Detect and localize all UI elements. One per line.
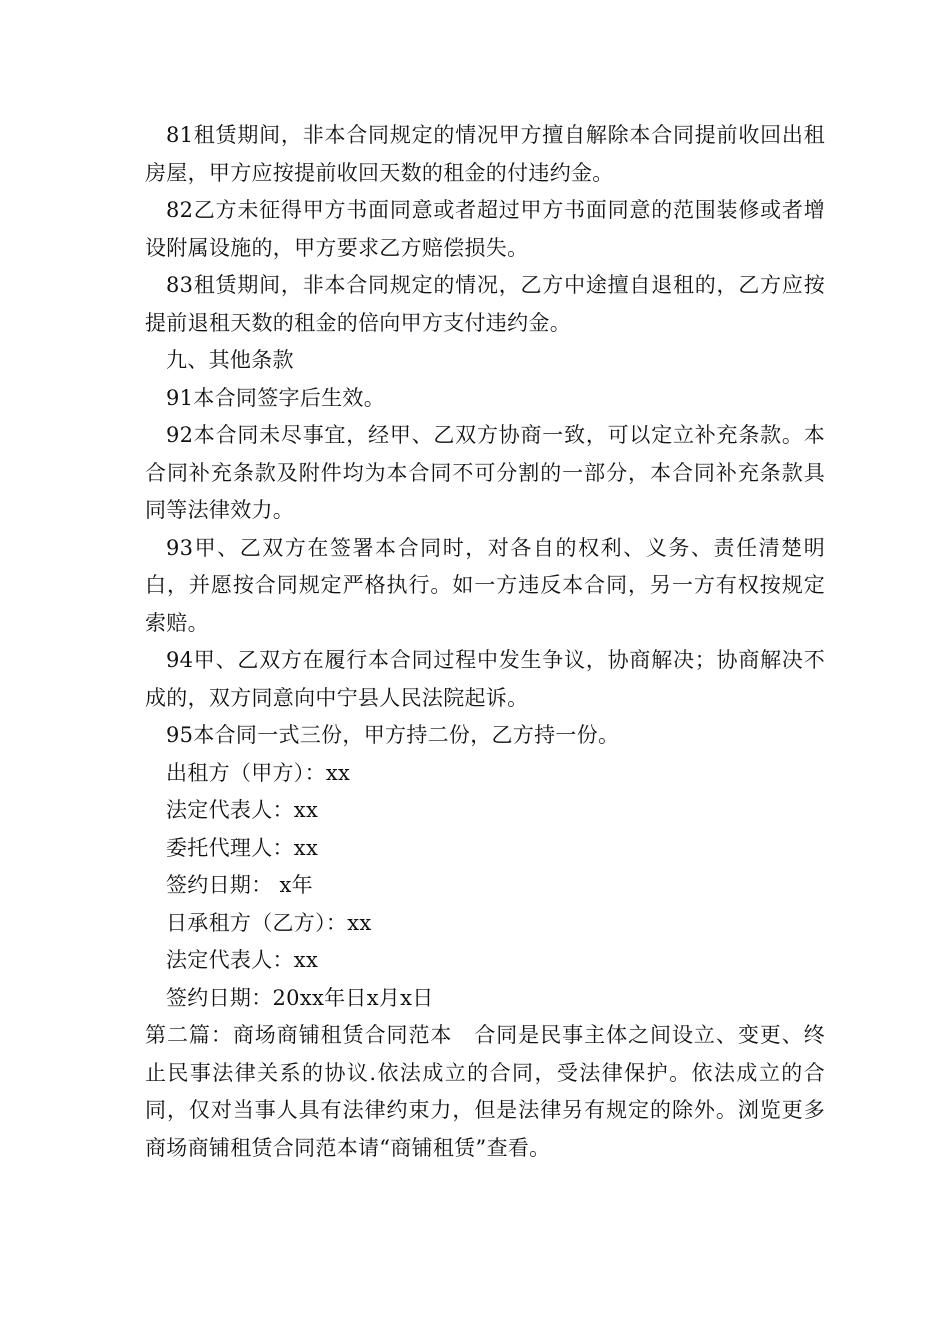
clause-93: 93甲、乙双方在签署本合同时，对各自的权利、义务、责任清楚明白，并愿按合同规定严格执行。如一方违反本合同，另一方有权按规定索赔。: [145, 535, 825, 635]
section-heading-other-terms: 九、其他条款: [166, 348, 294, 372]
lessor-legal-rep-line: 法定代表人：xx: [166, 798, 319, 822]
lessee-sign-date-line: 签约日期：20xx年日x月x日: [166, 985, 434, 1010]
clause-95: 95本合同一式三份，甲方持二份，乙方持一份。: [166, 723, 620, 747]
lessor-agent-line: 委托代理人：xx: [166, 835, 319, 860]
clause-92: 92本合同未尽事宜，经甲、乙双方协商一致，可以定立补充条款。本合同补充条款及附件均为本合同不可分割的一部分，本合同补充条款具同等法律效力。: [145, 423, 825, 522]
lessee-line: 日承租方（乙方）：xx: [166, 910, 372, 935]
clause-83: 83租赁期间，非本合同规定的情况，乙方中途擅自退租的，乙方应按提前退租天数的租金的倍向甲方支付违约金。: [145, 273, 825, 335]
second-article-paragraph: 第二篇：商场商铺租赁合同范本 合同是民事主体之间设立、变更、终止民事法律关系的协议.依法成立的合同，受法律保护。依法成立的合同，仅对当事人具有法律约束力，但是法律另有规定的除外。浏览更多商场商铺租赁合同范本请“商铺租赁”查看。: [145, 1023, 825, 1160]
clause-94: 94甲、乙双方在履行本合同过程中发生争议，协商解决；协商解决不成的，双方同意向中宁县人民法院起诉。: [145, 648, 825, 710]
document-body: [145, 117, 825, 1167]
clause-82: 82乙方未征得甲方书面同意或者超过甲方书面同意的范围装修或者增设附属设施的，甲方要求乙方赔偿损失。: [145, 198, 825, 260]
lessor-line: 出租方（甲方）：xx: [166, 760, 351, 785]
lessee-legal-rep-line: 法定代表人：xx: [166, 948, 319, 972]
clause-81: 81租赁期间，非本合同规定的情况甲方擅自解除本合同提前收回出租房屋，甲方应按提前收回天数的租金的付违约金。: [145, 123, 825, 185]
clause-91: 91本合同签字后生效。: [166, 385, 386, 410]
lessor-sign-date-line: 签约日期： x年: [166, 873, 313, 897]
